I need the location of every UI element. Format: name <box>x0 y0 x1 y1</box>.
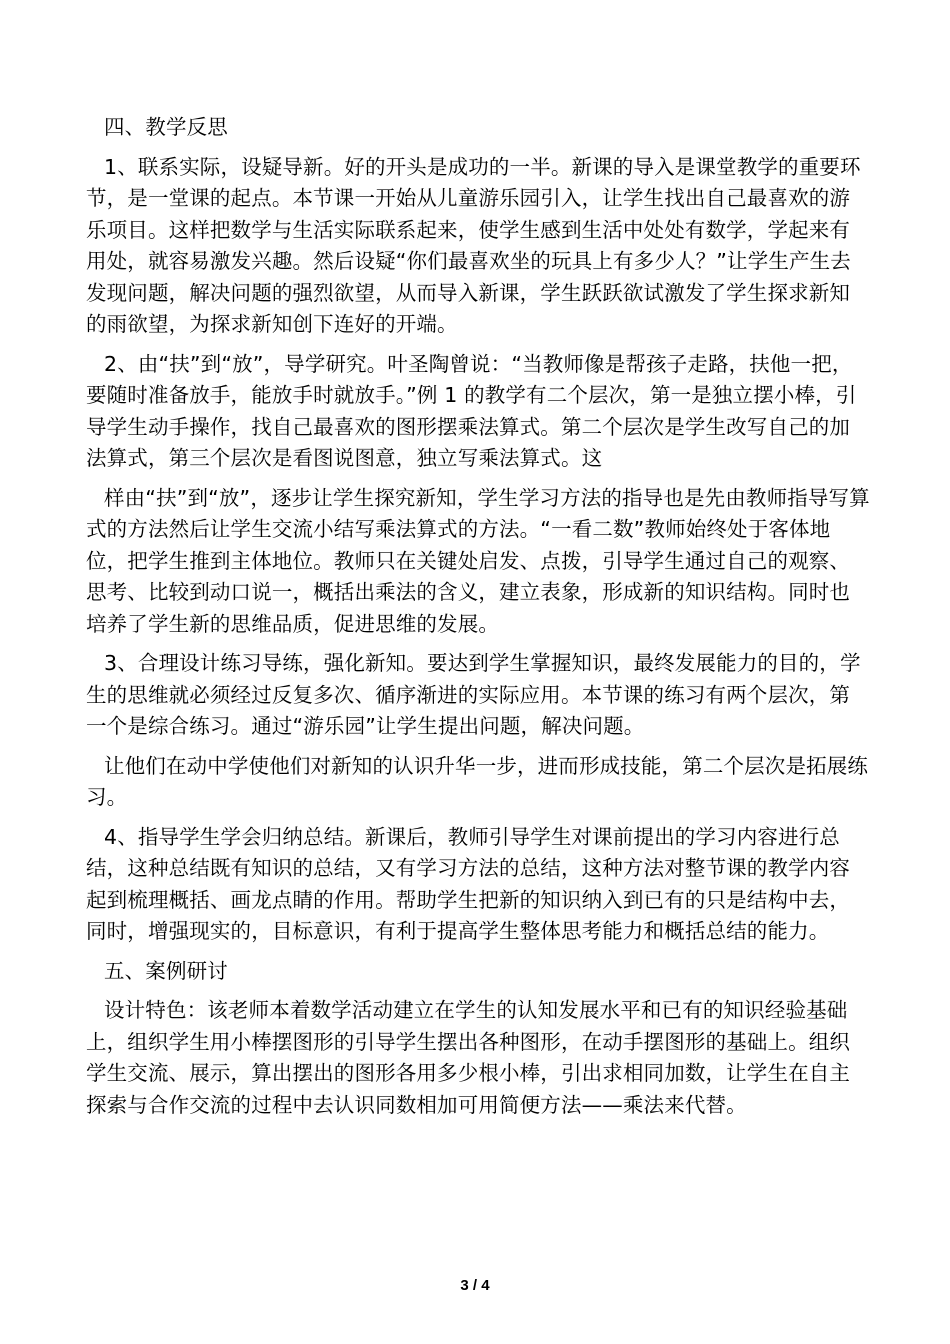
section-heading-teaching-reflection: 四、教学反思 <box>104 115 228 139</box>
paragraph-reflection-1: 1、联系实际，设疑导新。好的开头是成功的一半。新课的导入是课堂教学的重要环节，是一堂课的起点。本节课一开始从儿童游乐园引入，让学生找出自己最喜欢的游乐项目。这样把数学与生活实际联系起来，使学生感到生活中处处有数学，学起来有用处，就容易激发兴趣。然后设疑“你们最喜欢坐的玩具上有多少人？”让学生产生去发现问题，解决问题的强烈欲望，从而导入新课，学生跃跃欲试激发了学生探求新知的雨欲望，为探求新知创下连好的开端。 <box>86 154 861 336</box>
paragraph-reflection-4: 4、指导学生学会归纳总结。新课后，教师引导学生对课前提出的学习内容进行总结，这种总结既有知识的总结，又有学习方法的总结，这种方法对整节课的教学内容起到梳理概括、画龙点睛的作用。帮助学生把新的知识纳入到已有的只是结构中去，同时，增强现实的，目标意识，有利于提高学生整体思考能力和概括总结的能力。 <box>86 824 851 943</box>
paragraph-reflection-2-continued: 样由“扶”到“放”，逐步让学生探究新知，学生学习方法的指导也是先由教师指导写算式的方法然后让学生交流小结写乘法算式的方法。“一看二数”教师始终处于客体地位，把学生推到主体地位。教师只在关键处启发、点拨，引导学生通过自己的观察、思考、比较到动口说一，概括出乘法的含义，建立表象，形成新的知识结构。同时也培养了学生新的思维品质，促进思维的发展。 <box>86 485 870 636</box>
section-heading-case-study: 五、案例研讨 <box>104 958 228 983</box>
paragraph-reflection-3-continued: 让他们在动中学使他们对新知的认识升华一步，进而形成技能，第二个层次是拓展练习。 <box>86 753 869 809</box>
paragraph-reflection-3: 3、合理设计练习导练，强化新知。要达到学生掌握知识，最终发展能力的目的，学生的思维就必须经过反复多次、循序渐进的实际应用。本节课的练习有两个层次，第一个是综合练习。通过“游乐园”让学生提出问题，解决问题。 <box>86 651 861 738</box>
document-body <box>86 112 870 1129</box>
paragraph-design-features: 设计特色：该老师本着数学活动建立在学生的认知发展水平和已有的知识经验基础上，组织学生用小棒摆图形的引导学生摆出各种图形，在动手摆图形的基础上。组织学生交流、展示，算出摆出的图形各用多少根小棒，引出求相同加数，让学生在自主探索与合作交流的过程中去认识同数相加可用简便方法——乘法来代替。 <box>86 998 851 1117</box>
page-number: 3 / 4 <box>460 1277 490 1294</box>
paragraph-reflection-2: 2、由“扶”到“放”，导学研究。叶圣陶曾说：“当教师像是帮孩子走路，扶他一把，要随时准备放手，能放手时就放手。”例 1 的教学有二个层次，第一是独立摆小棒，引导学生动手操作，找自己最喜欢的图形摆乘法算式。第二个层次是学生改写自己的加法算式，第三个层次是看图说图意，独立写乘法算式。这 <box>86 351 857 470</box>
